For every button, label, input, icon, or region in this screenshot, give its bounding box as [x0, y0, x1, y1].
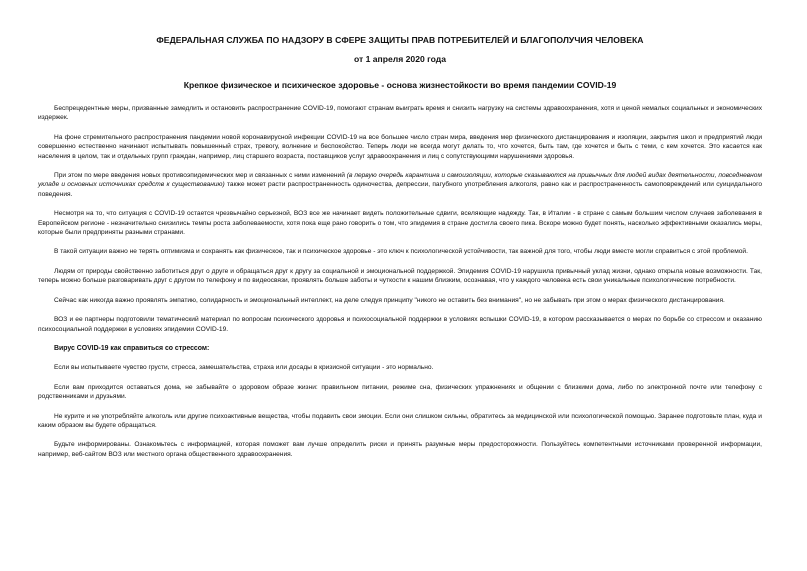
document-body — [38, 104, 762, 459]
paragraph-normal-feelings: Если вы испытываете чувство грусти, стресса, замешательства, страха или досады в кризисной ситуации - это нормально. — [54, 364, 434, 372]
section-heading-stress: Вирус COVID-19 как справиться со стрессом: — [54, 344, 210, 352]
paragraph-optimism: В такой ситуации важно не терять оптимизма и сохранять как физическое, так и психическое здоровье - это ключ к психологической устойчивости, так важной для того, чтобы люди вместе могли справиться с этой проблемой. — [54, 248, 748, 256]
paragraph-loneliness-end: также может расти распространенность одиночества, депрессии, пагубного употребления алкоголя, равно как и распространенность самоповреждений или суицидального поведения. — [38, 181, 762, 198]
paragraph-loneliness — [38, 171, 762, 199]
paragraph-who-materials: ВОЗ и ее партнеры подготовили тематический материал по вопросам психического здоровья и психосоциальной поддержки в условиях вспышки COVID-19, в котором рассказывается о мерах по борьбе со стрессом и оказанию психосоциальной поддержки в условиях эпидемии COVID-19. — [38, 316, 762, 333]
paragraph-empathy: Сейчас как никогда важно проявлять эмпатию, солидарность и эмоциональный интеллект, на деле следуя принципу "никого не оставить без внимания", но не забывать при этом о мерах физического дистанцирования. — [54, 296, 725, 304]
paragraph-intro: Беспрецедентные меры, призванные замедлить и остановить распространение COVID-19, помогают странам выиграть время и снизить нагрузку на системы здравоохранения, хотя и ценой немалых социальных и экономических издержек. — [38, 105, 762, 122]
organization-title: ФЕДЕРАЛЬНАЯ СЛУЖБА ПО НАДЗОРУ В СФЕРЕ ЗАЩИТЫ ПРАВ ПОТРЕБИТЕЛЕЙ И БЛАГОПОЛУЧИЯ ЧЕЛОВЕКА — [156, 35, 644, 45]
paragraph-loneliness-italic: (в первую очередь карантина и самоизоляции, которые сказываются на привычных для людей видах деятельности, повседневном укладе и основных источниках средств к существованию) — [38, 172, 762, 189]
paragraph-no-substances: Не курите и не употребляйте алкоголь или другие психоактивные вещества, чтобы подавить свои эмоции. Если они слишком сильны, обратитесь за медицинской или психологической помощью. Заранее подготовьте план, куда и каким образом вы будете обращаться. — [38, 412, 762, 429]
paragraph-social-support: Людям от природы свойственно заботиться друг о друге и обращаться друг к другу за социальной и эмоциональной поддержкой. Эпидемия COVID-19 нарушила привычный уклад жизни, однако открыла новые возможности. Так, теперь можно больше разговаривать друг с другом по телефону и по видеосвязи, проявлять больше заботы и чуткости к нашим близким, осознавая, что у каждого человека есть свои уникальные психологические потребности. — [38, 267, 762, 285]
paragraph-positive-shifts: Несмотря на то, что ситуация с COVID-19 остается чрезвычайно серьезной, ВОЗ все же начинает видеть положительные сдвиги, вселяющие надежду. Так, в Италии - в стране с самым большим числом случаев заболевания в Европейском регионе - незначительно снизились темпы роста заболеваемости, хотя пока еще рано говорить о том, что эпидемия в стране достигла своего пика. Вскоре можно будет понять, насколько эффективными оказались меры, которые были предприняты разными странами. — [38, 210, 762, 237]
document-title: Крепкое физическое и психическое здоровье - основа жизнестойкости во время пандемии COVID-19 — [183, 80, 617, 90]
document-date: от 1 апреля 2020 года — [353, 54, 446, 64]
paragraph-healthy-lifestyle: Если вам приходится оставаться дома, не забывайте о здоровом образе жизни: правильном питании, режиме сна, физических упражнениях и общении с близкими дома, либо по электронной почте или телефону с родственниками и друзьями. — [38, 383, 762, 401]
paragraph-be-informed: Будьте информированы. Ознакомьтесь с информацией, которая поможет вам лучше определить риски и принять разумные меры предосторожности. Пользуйтесь компетентными источниками проверенной информации, например, веб-сайтом ВОЗ или местного органа общественного здравоохранения. — [38, 441, 762, 458]
paragraph-loneliness-start: При этом по мере введения новых противоэпидемических мер и связанных с ними изменений — [54, 172, 347, 180]
paragraph-pandemic-context: На фоне стремительного распространения пандемии новой коронавирусной инфекции COVID-19 на все большее число стран мира, введения мер физического дистанцирования и изоляции, закрытия школ и предприятий люди совершенно естественно начинают испытывать повышенный страх, тревогу, волнение и беспокойство. Теперь люди не всегда могут делать то, что хочется, быть там, где хочется и быть с теми, с кем хочется. Это касается как населения в целом, так и отдельных групп граждан, например, лиц старшего возраста, поставщиков услуг здравоохранения и лиц с сопутствующими нарушениями здоровья. — [38, 133, 762, 160]
